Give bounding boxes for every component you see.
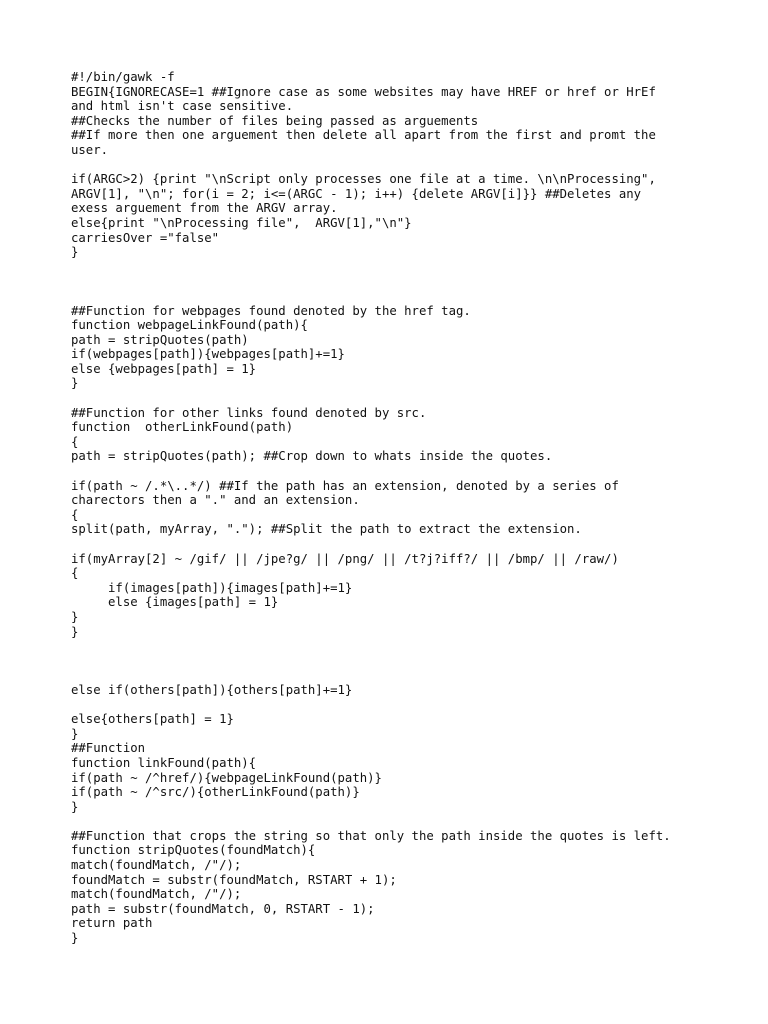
code-line: match(foundMatch, /"/); [71, 887, 242, 902]
code-line [71, 698, 751, 713]
code-line: else{print "\nProcessing file", ARGV[1],"\n"} [71, 215, 412, 230]
code-line: and html isn't case sensitive. [71, 99, 294, 114]
code-line: ##Function for webpages found denoted by the href tag. [71, 303, 471, 318]
code-line: } [71, 245, 79, 260]
code-line: else if(others[path]){others[path]+=1} [71, 682, 353, 697]
code-line [71, 654, 751, 669]
code-line: function otherLinkFound(path) [71, 420, 294, 435]
code-line: path = stripQuotes(path); ##Crop down to whats inside the quotes. [71, 449, 553, 464]
code-line [71, 274, 751, 289]
code-line: carriesOver ="false" [71, 230, 220, 245]
code-line: BEGIN{IGNORECASE=1 ##Ignore case as some websites may have HREF or href or HrEf [71, 84, 656, 99]
code-line [71, 814, 751, 829]
awk-script-text [71, 70, 751, 946]
code-line: ##Function that crops the string so that only the path inside the quotes is left. [71, 828, 671, 843]
code-line: { [71, 566, 79, 581]
code-line: ##Function for other links found denoted by src. [71, 405, 427, 420]
code-line: function stripQuotes(foundMatch){ [71, 843, 316, 858]
code-line: function linkFound(path){ [71, 755, 257, 770]
code-line: if(ARGC>2) {print "\nScript only processes one file at a time. \n\nProcessing", [71, 172, 656, 187]
code-line [71, 391, 751, 406]
code-line: if(path ~ /^href/){webpageLinkFound(path)} [71, 770, 382, 785]
code-line: if(images[path]){images[path]+=1} [71, 580, 353, 595]
code-line: { [71, 434, 79, 449]
code-line: path = substr(foundMatch, 0, RSTART - 1); [71, 901, 375, 916]
code-line: if(webpages[path]){webpages[path]+=1} [71, 347, 345, 362]
code-line: else {images[path] = 1} [71, 595, 279, 610]
code-line [71, 289, 751, 304]
code-line: function webpageLinkFound(path){ [71, 318, 308, 333]
code-line: ##Function [71, 741, 146, 756]
code-line: { [71, 507, 79, 522]
code-line [71, 464, 751, 479]
code-line: } [71, 624, 79, 639]
code-line: ##Checks the number of files being passed as arguements [71, 113, 479, 128]
code-line: #!/bin/gawk -f [71, 70, 175, 84]
code-line [71, 537, 751, 552]
code-line: if(myArray[2] ~ /gif/ || /jpe?g/ || /png/ || /t?j?iff?/ || /bmp/ || /raw/) [71, 551, 619, 566]
code-line: path = stripQuotes(path) [71, 332, 249, 347]
code-line: charectors then a "." and an extension. [71, 493, 360, 508]
code-line: split(path, myArray, "."); ##Split the path to extract the extension. [71, 522, 582, 537]
code-line: } [71, 726, 79, 741]
code-line: match(foundMatch, /"/); [71, 858, 242, 873]
code-line: if(path ~ /.*\..*/) ##If the path has an extension, denoted by a series of [71, 478, 619, 493]
code-line: exess arguement from the ARGV array. [71, 201, 338, 216]
code-line: user. [71, 142, 109, 157]
code-line: else{others[path] = 1} [71, 712, 234, 727]
code-line [71, 158, 751, 173]
code-line: return path [71, 916, 153, 931]
code-line: ##If more then one arguement then delete all apart from the first and promt the [71, 128, 656, 143]
code-line [71, 260, 751, 275]
code-line: } [71, 609, 79, 624]
code-line: } [71, 376, 79, 391]
code-line: foundMatch = substr(foundMatch, RSTART + 1); [71, 872, 397, 887]
code-line: } [71, 931, 79, 946]
code-line: else {webpages[path] = 1} [71, 361, 257, 376]
code-line: if(path ~ /^src/){otherLinkFound(path)} [71, 785, 360, 800]
code-line: ARGV[1], "\n"; for(i = 2; i<=(ARGC - 1); i++) {delete ARGV[i]}} ##Deletes any [71, 186, 642, 201]
code-line: } [71, 799, 79, 814]
code-line [71, 668, 751, 683]
code-line [71, 639, 751, 654]
